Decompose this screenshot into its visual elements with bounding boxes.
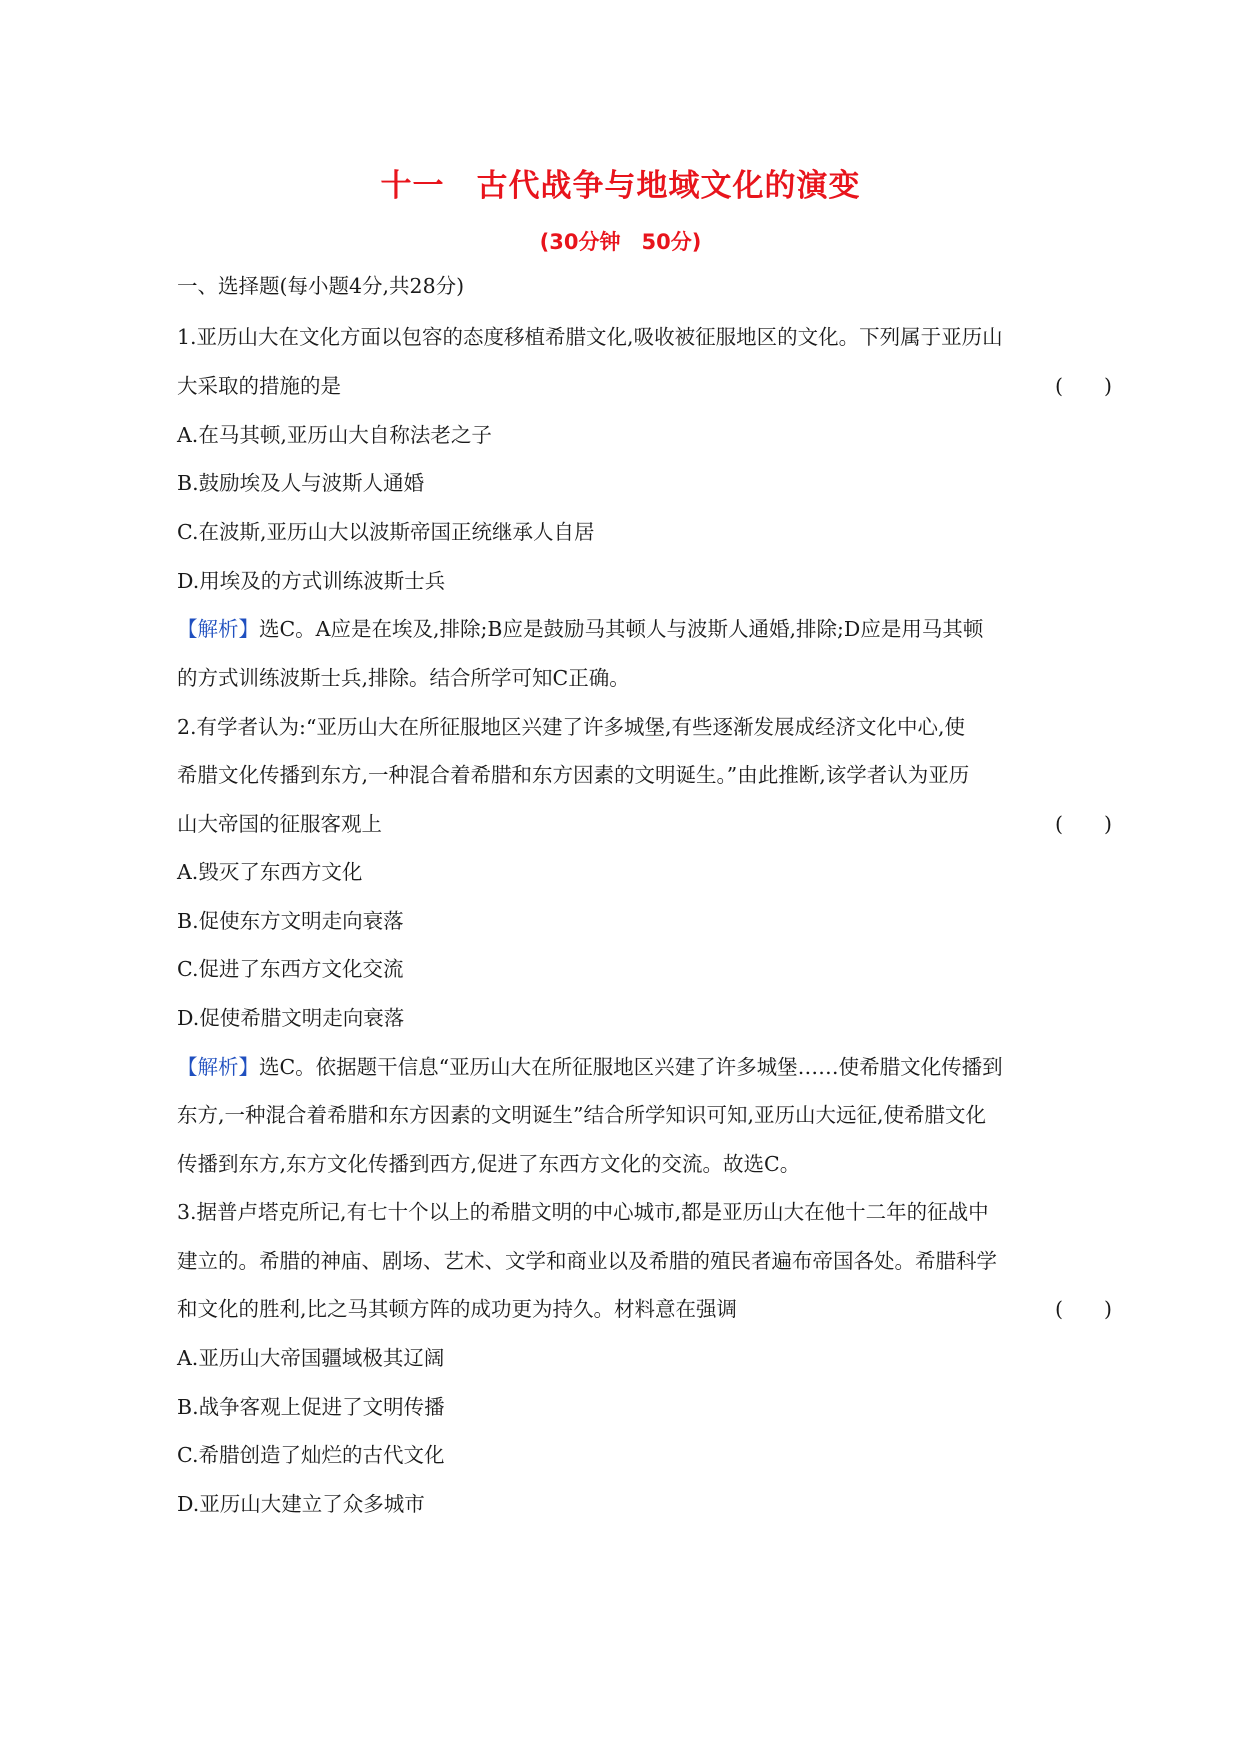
question-1-analysis-line	[177, 615, 1112, 643]
analysis-tag: 【解析】	[177, 1055, 259, 1079]
question-3-stem-line: 和文化的胜利,比之马其顿方阵的成功更为持久。材料意在强调	[177, 1297, 738, 1321]
question-3-option-c: C.希腊创造了灿烂的古代文化	[177, 1443, 445, 1467]
question-1-stem-line: 大采取的措施的是	[177, 374, 341, 398]
question-2-analysis-line: 传播到东方,东方文化传播到西方,促进了东西方文化的交流。故选C。	[177, 1152, 801, 1176]
question-2-option-d: D.促使希腊文明走向衰落	[177, 1006, 405, 1030]
section-heading: 一、选择题(每小题4分,共28分)	[177, 274, 465, 298]
page-subtitle: (30分钟 50分)	[539, 230, 702, 254]
question-2-option-b: B.促使东方文明走向衰落	[177, 909, 404, 933]
question-1-answer-paren: ( )	[1055, 374, 1112, 398]
question-2-answer-paren: ( )	[1055, 812, 1112, 836]
question-2-stem-line: 2.有学者认为:“亚历山大在所征服地区兴建了许多城堡,有些逐渐发展成经济文化中心,使	[177, 715, 965, 739]
question-1-stem-line: 1.亚历山大在文化方面以包容的态度移植希腊文化,吸收被征服地区的文化。下列属于亚历山	[177, 325, 1003, 349]
question-2-option-a: A.毁灭了东西方文化	[177, 860, 363, 884]
question-3-stem-line: 3.据普卢塔克所记,有七十个以上的希腊文明的中心城市,都是亚历山大在他十二年的征战中	[177, 1200, 989, 1224]
question-3-answer-paren: ( )	[1055, 1297, 1112, 1321]
question-1-analysis-text: 选C。A应是在埃及,排除;B应是鼓励马其顿人与波斯人通婚,排除;D应是用马其顿	[259, 617, 984, 641]
question-3-stem-line: 建立的。希腊的神庙、剧场、艺术、文学和商业以及希腊的殖民者遍布帝国各处。希腊科学	[177, 1249, 997, 1273]
question-2-option-c: C.促进了东西方文化交流	[177, 957, 404, 981]
analysis-tag: 【解析】	[177, 617, 259, 641]
question-3-option-a: A.亚历山大帝国疆域极其辽阔	[177, 1346, 445, 1370]
question-3-option-d: D.亚历山大建立了众多城市	[177, 1492, 425, 1516]
page-title: 十一 古代战争与地域文化的演变	[380, 168, 861, 204]
question-1-option-b: B.鼓励埃及人与波斯人通婚	[177, 471, 425, 495]
question-2-analysis-text: 选C。依据题干信息“亚历山大在所征服地区兴建了许多城堡……使希腊文化传播到	[259, 1055, 1003, 1079]
question-3-option-b: B.战争客观上促进了文明传播	[177, 1395, 445, 1419]
question-2-stem-line: 山大帝国的征服客观上	[177, 812, 382, 836]
question-1-option-a: A.在马其顿,亚历山大自称法老之子	[177, 423, 492, 447]
question-2-analysis-line: 东方,一种混合着希腊和东方因素的文明诞生”结合所学知识可知,亚历山大远征,使希腊文化	[177, 1103, 987, 1127]
question-2-analysis-line	[177, 1053, 1112, 1081]
question-1-option-d: D.用埃及的方式训练波斯士兵	[177, 569, 446, 593]
question-1-option-c: C.在波斯,亚历山大以波斯帝国正统继承人自居	[177, 520, 595, 544]
question-2-stem-line: 希腊文化传播到东方,一种混合着希腊和东方因素的文明诞生。”由此推断,该学者认为亚历	[177, 763, 970, 787]
question-1-analysis-line: 的方式训练波斯士兵,排除。结合所学可知C正确。	[177, 666, 630, 690]
